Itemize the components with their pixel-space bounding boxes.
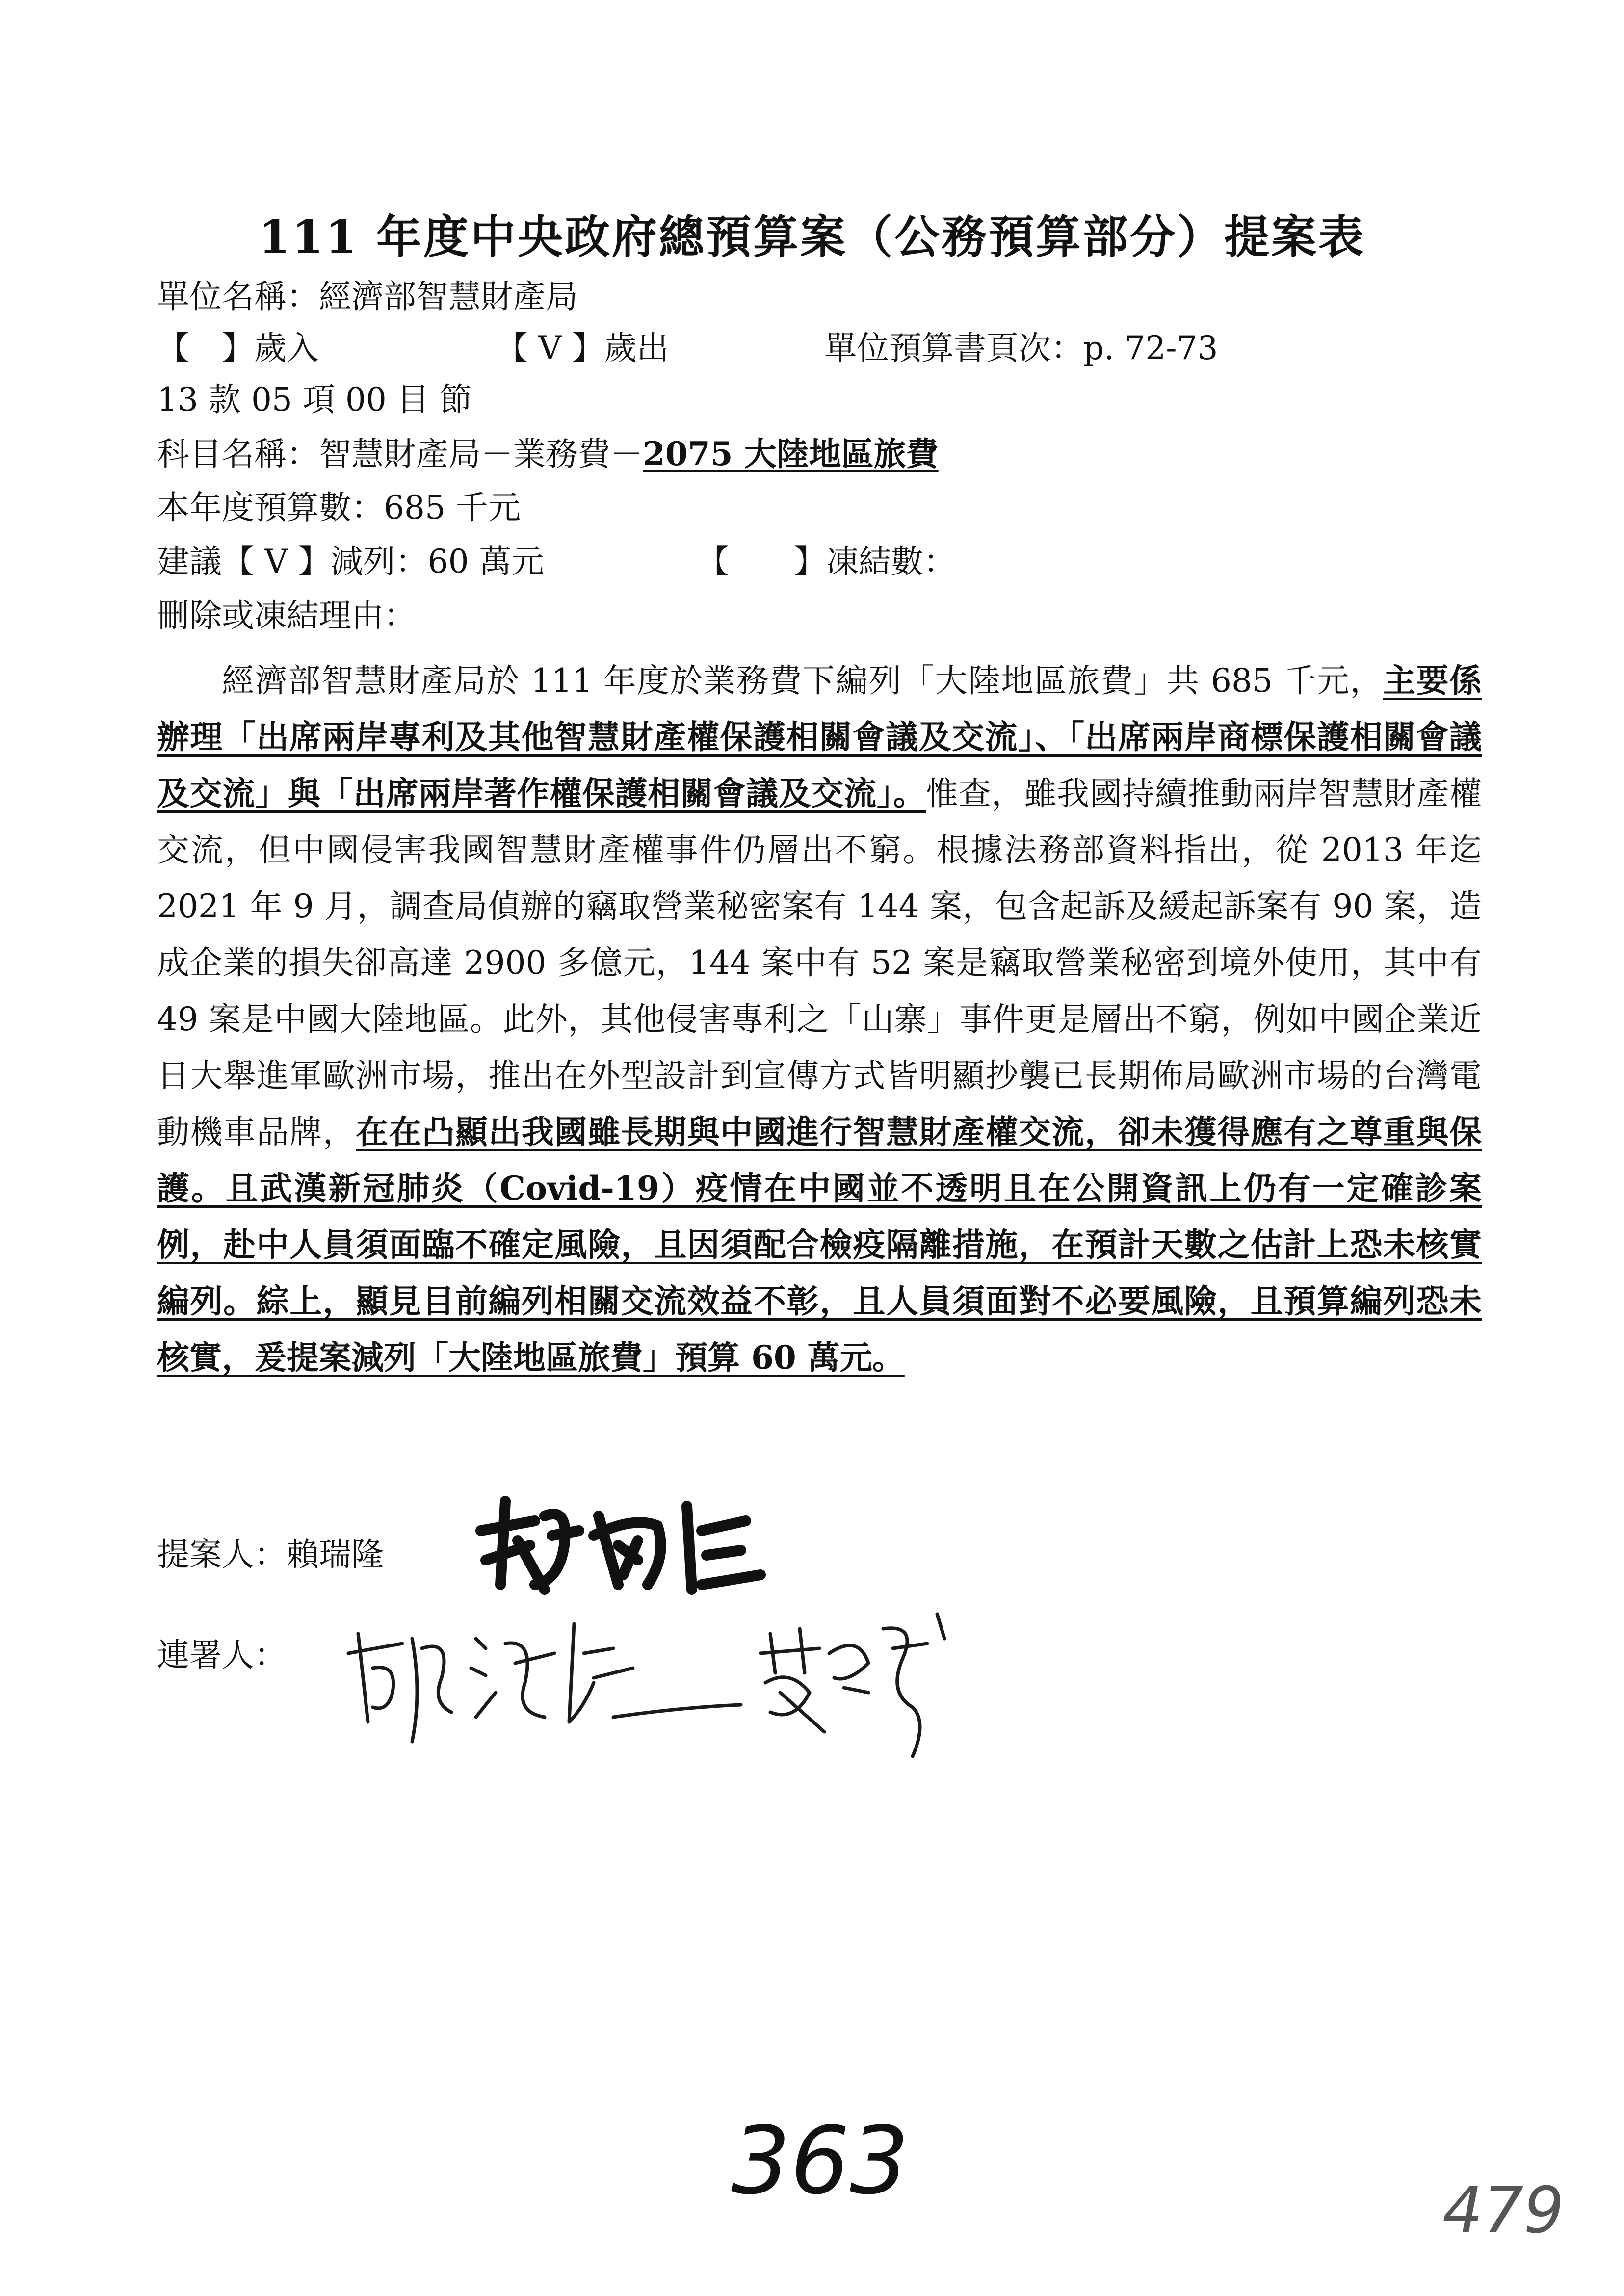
handwritten-page-number	[726, 2110, 981, 2208]
unit-label: 單位名稱：	[157, 278, 319, 315]
unit-value: 經濟部智慧財產局	[319, 278, 578, 315]
subject-prefix: 科目名稱：智慧財產局－業務費－	[157, 435, 643, 473]
proposer-label: 提案人：	[157, 1536, 287, 1573]
proposer-signature	[471, 1487, 775, 1604]
subject-row	[157, 432, 939, 476]
reason-part-1: 經濟部智慧財產局於 111 年度於業務費下編列「大陸地區旅費」共 685 千元，	[222, 662, 1383, 700]
proposer-name: 賴瑞隆	[287, 1536, 384, 1573]
cut-amount: 建議【 V 】減列：60 萬元	[157, 543, 544, 580]
revenue-checkbox: 【 】歲入	[157, 329, 319, 367]
reason-part-3: 惟查，雖我國持續推動兩岸智慧財產權交流，但中國侵害我國智慧財產權事件仍層出不窮。根據法務部資料指出，從 2013 年迄 2021 年 9 月，調查局偵辦的竊取營業秘密案有 144 案，包含起訴及緩起訴案有 90 案，造成企業的損失卻高達 2900 多億元，144 案中有 52 案是竊取營業秘密到境外使用，其中有 49 案是中國大陸地區。此外，其他侵害專利之「山寨」事件更是層出不窮，例如中國企業近日大舉進軍歐洲市場，推出在外型設計到宣傳方式皆明顯抄襲已長期佈局歐洲市場的台灣電動機車品牌，	[157, 775, 1482, 1151]
subject-highlight: 2075 大陸地區旅費	[643, 435, 939, 473]
revenue-expenditure-row	[157, 326, 1218, 370]
freeze-amount: 【 】凍結數：	[697, 543, 956, 580]
document-title: 111 年度中央政府總預算案（公務預算部分）提案表	[258, 210, 1366, 263]
reason-paragraph	[157, 652, 1482, 1386]
unit-row	[157, 275, 578, 319]
reason-label: 刪除或凍結理由：	[157, 597, 416, 634]
reason-part-2-emphasis: 主要係辦理「出席兩岸專利及其他智慧財產權保護相關會議及交流」、「出席兩岸商標保護相關會議及交流」與「出席兩岸著作權保護相關會議及交流」。	[157, 661, 1482, 812]
handwritten-page-number-text: 363	[731, 2110, 909, 2208]
item-code: 13 款 05 項 00 目 節	[157, 381, 472, 418]
cosigner-label: 連署人：	[157, 1636, 287, 1674]
expenditure-checkbox: 【 V 】歲出	[496, 329, 669, 367]
pencil-corner-number	[1438, 2168, 1604, 2247]
reason-part-4-emphasis: 在在凸顯出我國雖長期與中國進行智慧財產權交流，卻未獲得應有之尊重與保護。且武漢新冠肺炎（Covid-19）疫情在中國並不透明且在公開資訊上仍有一定確診案例，赴中人員須面臨不確定風險，且因須配合檢疫隔離措施，在預計天數之估計上恐未核實編列。綜上，顯見目前編列相關交流效益不彰，且人員須面對不必要風險，且預算編列恐未核實，爰提案減列「大陸地區旅費」預算 60 萬元。	[157, 1113, 1482, 1377]
pencil-corner-number-text: 479	[1442, 2173, 1565, 2247]
cosigner-signatures	[339, 1594, 986, 1781]
proposer-row	[157, 1528, 384, 1575]
proposal-row	[157, 540, 956, 584]
budget-amount: 本年度預算數：685 千元	[157, 489, 521, 526]
page-reference: 單位預算書頁次：p. 72-73	[824, 329, 1218, 367]
